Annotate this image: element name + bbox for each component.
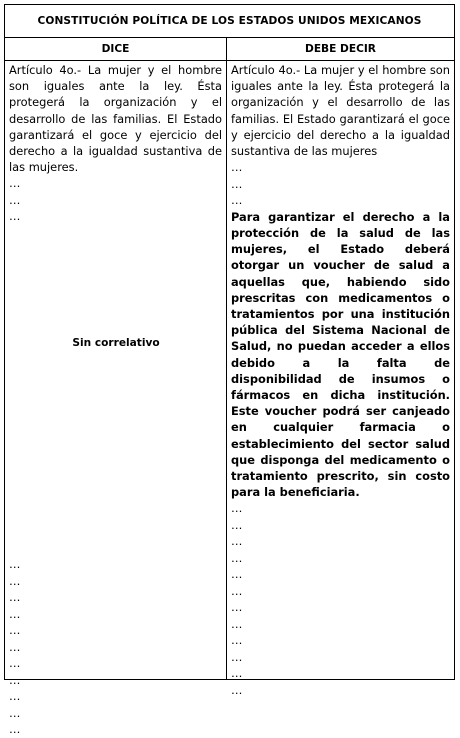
ellipsis: …	[9, 209, 21, 224]
ellipsis: …	[231, 666, 243, 681]
ellipsis: …	[231, 682, 243, 697]
ellipsis: …	[9, 192, 21, 207]
sin-correlativo-label: Sin correlativo	[72, 337, 160, 349]
ellipsis: …	[9, 176, 21, 191]
article-text-debe-decir: Artículo 4o.- La mujer y el hombre son iguales ante la ley. Ésta protegerá la organización y el desarrollo de las familias. El Estado garantizará el goce y ejercicio del derecho a la igualdad sustantiva de las mujeres	[231, 63, 450, 159]
ellipsis: …	[231, 616, 243, 631]
table-title: CONSTITUCIÓN POLÍTICA DE LOS ESTADOS UNIDOS MEXICANOS	[5, 5, 454, 38]
ellipsis: …	[9, 705, 21, 720]
ellipsis: …	[9, 639, 21, 654]
header-dice: DICE	[5, 38, 227, 60]
left-trailing-ellipses	[9, 556, 20, 738]
ellipsis: …	[9, 722, 21, 736]
ellipsis: …	[231, 176, 243, 191]
ellipsis: …	[231, 501, 243, 516]
table-body	[5, 61, 454, 736]
ellipsis: …	[9, 573, 21, 588]
column-dice	[5, 61, 227, 736]
ellipsis: …	[9, 623, 21, 637]
ellipsis: …	[231, 517, 243, 532]
comparison-table	[4, 4, 455, 736]
ellipsis: …	[231, 633, 243, 648]
column-debe-decir	[227, 61, 454, 697]
added-paragraph: Para garantizar el derecho a la protección de la salud de las mujeres, el Estado deberá otorgar un voucher de salud a aquellas que, habiendo sido prescritas con medicamentos o tratamientos por una institución pública del Sistema Nacional de Salud, no puedan acceder a ellos debido a la falta de disponibilidad de insumos o fármacos en dicha institución. Este voucher podrá ser canjeado en cualquier farmacia o establecimiento del sector salud que disponga del medicamento o tratamiento prescrito, sin costo para la beneficiaria.	[231, 209, 450, 500]
ellipsis: …	[231, 534, 243, 549]
ellipsis: …	[231, 583, 243, 598]
ellipsis: …	[231, 567, 243, 582]
ellipsis: …	[9, 689, 21, 703]
ellipsis: …	[231, 160, 243, 175]
ellipsis: …	[9, 557, 21, 571]
ellipsis: …	[231, 600, 243, 615]
ellipsis: …	[231, 550, 243, 565]
ellipsis: …	[9, 672, 21, 687]
article-text-dice: Artículo 4o.- La mujer y el hombre son iguales ante la ley. Ésta protegerá la organización y el desarrollo de las familias. El Estado garantizará el goce y ejercicio del derecho a la igualdad sustantiva de las mujeres.	[9, 63, 222, 175]
ellipsis: …	[9, 656, 21, 670]
ellipsis: …	[9, 606, 21, 621]
ellipsis: …	[231, 649, 243, 664]
ellipsis: …	[9, 590, 21, 604]
ellipsis: …	[231, 193, 243, 208]
header-debe-decir: DEBE DECIR	[305, 43, 376, 55]
header-row	[5, 38, 454, 61]
